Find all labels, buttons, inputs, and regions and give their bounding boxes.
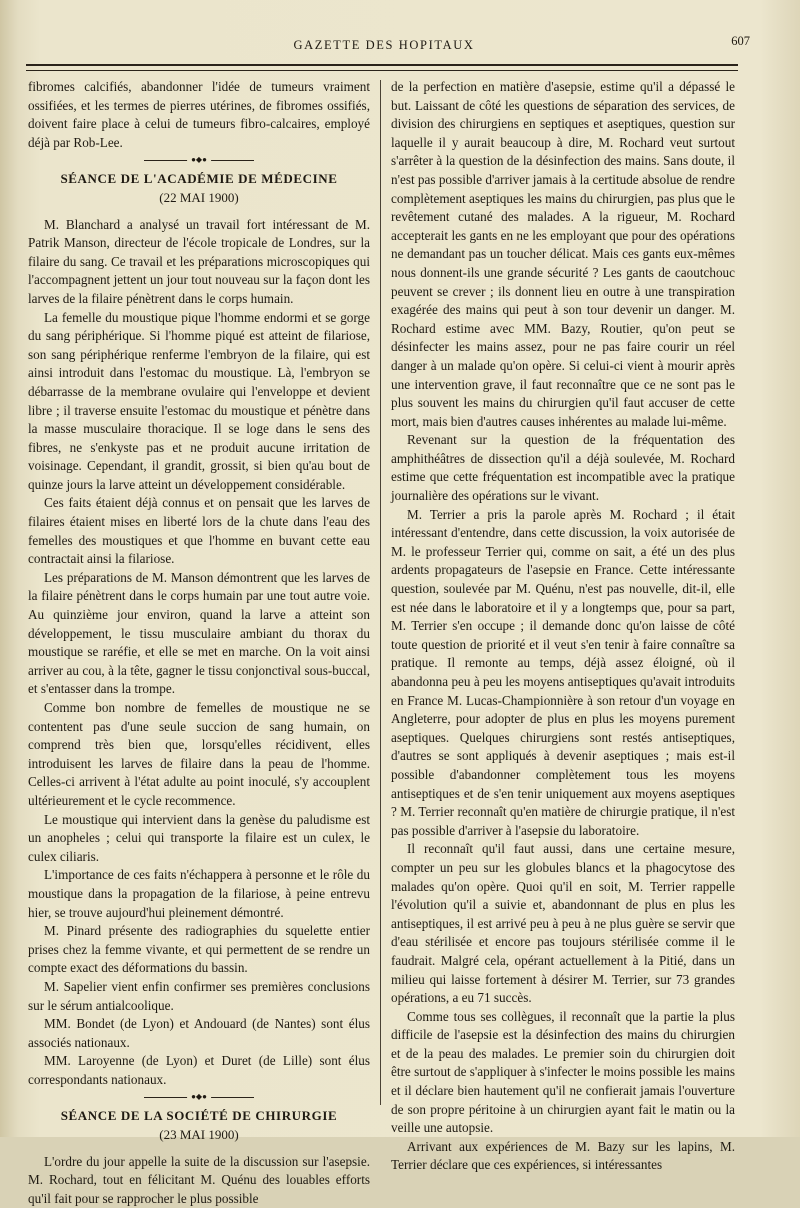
paragraph: Le moustique qui intervient dans la genèse du paludisme est un anopheles ; celui qui transporte la filaire est un culex, le culex ciliaris. — [28, 811, 370, 864]
paragraph: MM. Bondet (de Lyon) et Andouard (de Nantes) sont élus associés nationaux. — [28, 1016, 370, 1050]
right-column — [391, 78, 735, 1175]
ornament-glyph: ●◆● — [187, 155, 211, 165]
page-header — [28, 34, 750, 56]
section-date: (22 MAI 1900) — [159, 189, 239, 205]
paragraph: Ces faits étaient déjà connus et on pensait que les larves de filaires étaient mises en liberté lors de la chute dans l'eau des femelles des moustiques et que l'homme en buvant cette eau contractait ainsi la filariose. — [28, 495, 370, 567]
ornament-glyph: ●◆● — [187, 1092, 211, 1102]
column-divider — [380, 80, 381, 1105]
paragraph: Revenant sur la question de la fréquentation des amphithéâtres de dissection qu'il a déjà soulevée, M. Rochard estime que cette fréquentation est incompatible avec la pratique journalière des opérations sur le vivant. — [391, 432, 735, 504]
paragraph: L'importance de ces faits n'échappera à personne et le rôle du moustique dans la propagation de la filariose, à peine entrevu hier, se trouve aujourd'hui pleinement démontré. — [28, 867, 370, 920]
paragraph: MM. Laroyenne (de Lyon) et Duret (de Lille) sont élus correspondants nationaux. — [28, 1053, 370, 1087]
paragraph: Arrivant aux expériences de M. Bazy sur les lapins, M. Terrier déclare que ces expériences, si intéressantes — [391, 1138, 735, 1173]
paragraph: Les préparations de M. Manson démontrent que les larves de la filaire pénètrent dans le corps humain par une tout autre voie. Au quinzième jour environ, quand la larve a atteint son développement, le tissu musculaire ambiant du thorax du moustique se raréfie, et elle se met en marche. On la voit ainsi arriver au cou, à la tête, gagner le tissu conjonctival sous-buccal, et s'entasser dans la trompe. — [28, 569, 370, 697]
paragraph: L'ordre du jour appelle la suite de la discussion sur l'asepsie. M. Rochard, tout en félicitant M. Quénu des louables efforts qu'il fait pour se rapprocher le plus possible — [28, 1153, 370, 1206]
header-rule-thin — [26, 70, 738, 71]
section-ornament — [144, 156, 254, 166]
section-title-academie: SÉANCE DE L'ACADÉMIE DE MÉDECINE — [60, 171, 338, 187]
paragraph: de la perfection en matière d'asepsie, estime qu'il a dépassé le but. Laissant de côté les questions de séparation des services, de division des chirurgiens en septiques et aseptiques, question sur laquelle il y aurait beaucoup à dire, M. Rochard veut surtout s'arrêter à la question de la désinfection des mains. Sans doute, il n'est pas possible d'arriver jamais à la certitude absolue de rendre complètement aseptiques les mains du chirurgien, pas plus que le revêtement cutané des malades. A la rigueur, M. Rochard accepterait les gants en ne les employant que pour des opérations ne demandant pas un toucher délicat. Mais ces gants eux-mêmes nous donnent-ils une grande sécurité ? Les gants de caoutchouc peuvent se crever ; ils donnent lieu en outre à une transpiration exagérée des mains qui peut à son tour devenir un danger. M. Rochard estime avec MM. Bazy, Routier, qu'on peut se désinfecter les mains assez, pour ne pas faire courir un réel danger à un malade qu'on opère. Si celui-ci vient à mourir après une intervention grave, il faut reconnaître que ce ne sont pas le plus souvent les mains du chirurgien qu'il faut accuser de cette mort, mais bien d'autres causes inhérentes au malade lui-même. — [391, 79, 736, 429]
paragraph: fibromes calcifiés, abandonner l'idée de tumeurs vraiment ossifiées, et les termes de pierres utérines, de fibromes ossifiés, doivent faire place à celui de tumeurs fibro-calcaires, employé déjà par Rob-Lee. — [28, 79, 370, 150]
paragraph: Il reconnaît qu'il faut aussi, dans une certaine mesure, compter un peu sur les globules blancs et la phagocytose des malades qu'on opère. Quoi qu'il en soit, M. Terrier rappelle l'évolution qu'il a suivie et, abandonnant de plus en plus les antiseptiques, il est arrivé peu à peu à ne plus guère se servir que d'eau stérilisée et encore pas toujours stérilisée comme il le faudrait. Malgré cela, opérant actuellement à la Pitié, dans un milieu qui laisse fortement à désirer M. Terrier, sur 73 grandes opérations, a eu 71 succès. — [391, 841, 735, 1006]
paragraph: M. Sapelier vient enfin confirmer ses premières conclusions sur le sérum antialcoolique. — [28, 978, 370, 1013]
paragraph: M. Pinard présente des radiographies du squelette entier prises chez la femme vivante, et qui permettent de se rendre un compte exact des déformations du bassin. — [28, 923, 370, 976]
page-number: 607 — [731, 34, 750, 48]
running-title: GAZETTE DES HOPITAUX — [293, 38, 475, 52]
section-date: (23 MAI 1900) — [159, 1127, 239, 1143]
header-rule-thick — [26, 64, 738, 66]
paragraph: Comme tous ses collègues, il reconnaît que la partie la plus difficile de l'asepsie est la désinfection des mains du chirurgien et de la peau des malades. Le premier soin du chirurgien doit être surtout de s'appliquer à s'infecter le moins possible les mains et il déclare bien hautement qu'il ne confierait jamais l'ouverture de son propre péritoine à un chirurgien ayant fait le matin ou la veille une autopsie. — [391, 1008, 735, 1136]
paragraph: M. Blanchard a analysé un travail fort intéressant de M. Patrik Manson, directeur de l'école tropicale de Londres, sur la filaire du sang. Ce travail et les préparations microscopiques qui l'accompagnent jettent un jour tout nouveau sur la façon dont les larves de la filaire pénètrent dans le corps humain. — [28, 216, 370, 306]
section-ornament — [144, 1093, 254, 1103]
left-column — [28, 78, 370, 1208]
paragraph: M. Terrier a pris la parole après M. Rochard ; il était intéressant d'entendre, dans cette discussion, la voix autorisée de M. le professeur Terrier qui, comme on sait, a été un des plus ardents propagateurs de l'asepsie en France. Cette intéressante question, soulevée par M. Quénu, n'est pas nouvelle, dit-il, elle est née dans le laboratoire et il y a longtemps que, pour sa part, M. Terrier s'en occupe ; il demande donc qu'on laisse de côté toute question de priorité et il veut s'en tenir à faire connaître sa pratique. Il remonte au temps, déjà assez éloigné, où il abandonna peu à peu les moyens antiseptiques qu'avait introduits en France M. Lucas-Championnière à son retour d'un voyage en Angleterre, pour adopter de plus en plus les moyens purement aseptiques. Quelques chirurgiens sont restés antiseptiques, d'autres se sont appliqués à devenir aseptiques ; mais est-il possible d'abandonner complètement tous les moyens antiseptiques et de s'en tenir uniquement aux moyens aseptiques ? M. Terrier reconnaît qu'en matière de chirurgie pratique, il n'est pas possible d'arriver à l'asepsie du laboratoire. — [391, 506, 735, 838]
paragraph: Comme bon nombre de femelles de moustique ne se contentent pas d'une seule succion de sang humain, on comprend très bien que, lorsqu'elles récidivent, elles introduisent les larves de filaire dans la peau de l'homme. Celles-ci arrivent à l'état adulte au point inoculé, s'y accouplent ultérieurement et le cycle recommence. — [28, 700, 370, 808]
paragraph: La femelle du moustique pique l'homme endormi et se gorge du sang périphérique. Si l'homme piqué est atteint de filariose, son sang périphérique renferme l'embryon de la filaire, qui est ainsi introduit dans l'estomac du moustique. Là, l'embryon se débarrasse de la membrane ovulaire qui l'enveloppe et devient libre ; il traverse ensuite l'estomac du moustique et pénètre dans la masse musculaire thoracique. Il se loge dans le sens des fibres, ne s'enkyste pas et ne produit aucune irritation de voisinage. Cependant, il grandit, grossit, si bien qu'au bout de quinze jours la larve atteint un développement considérable. — [28, 309, 370, 492]
section-title-chirurgie: SÉANCE DE LA SOCIÉTÉ DE CHIRURGIE — [60, 1108, 338, 1124]
